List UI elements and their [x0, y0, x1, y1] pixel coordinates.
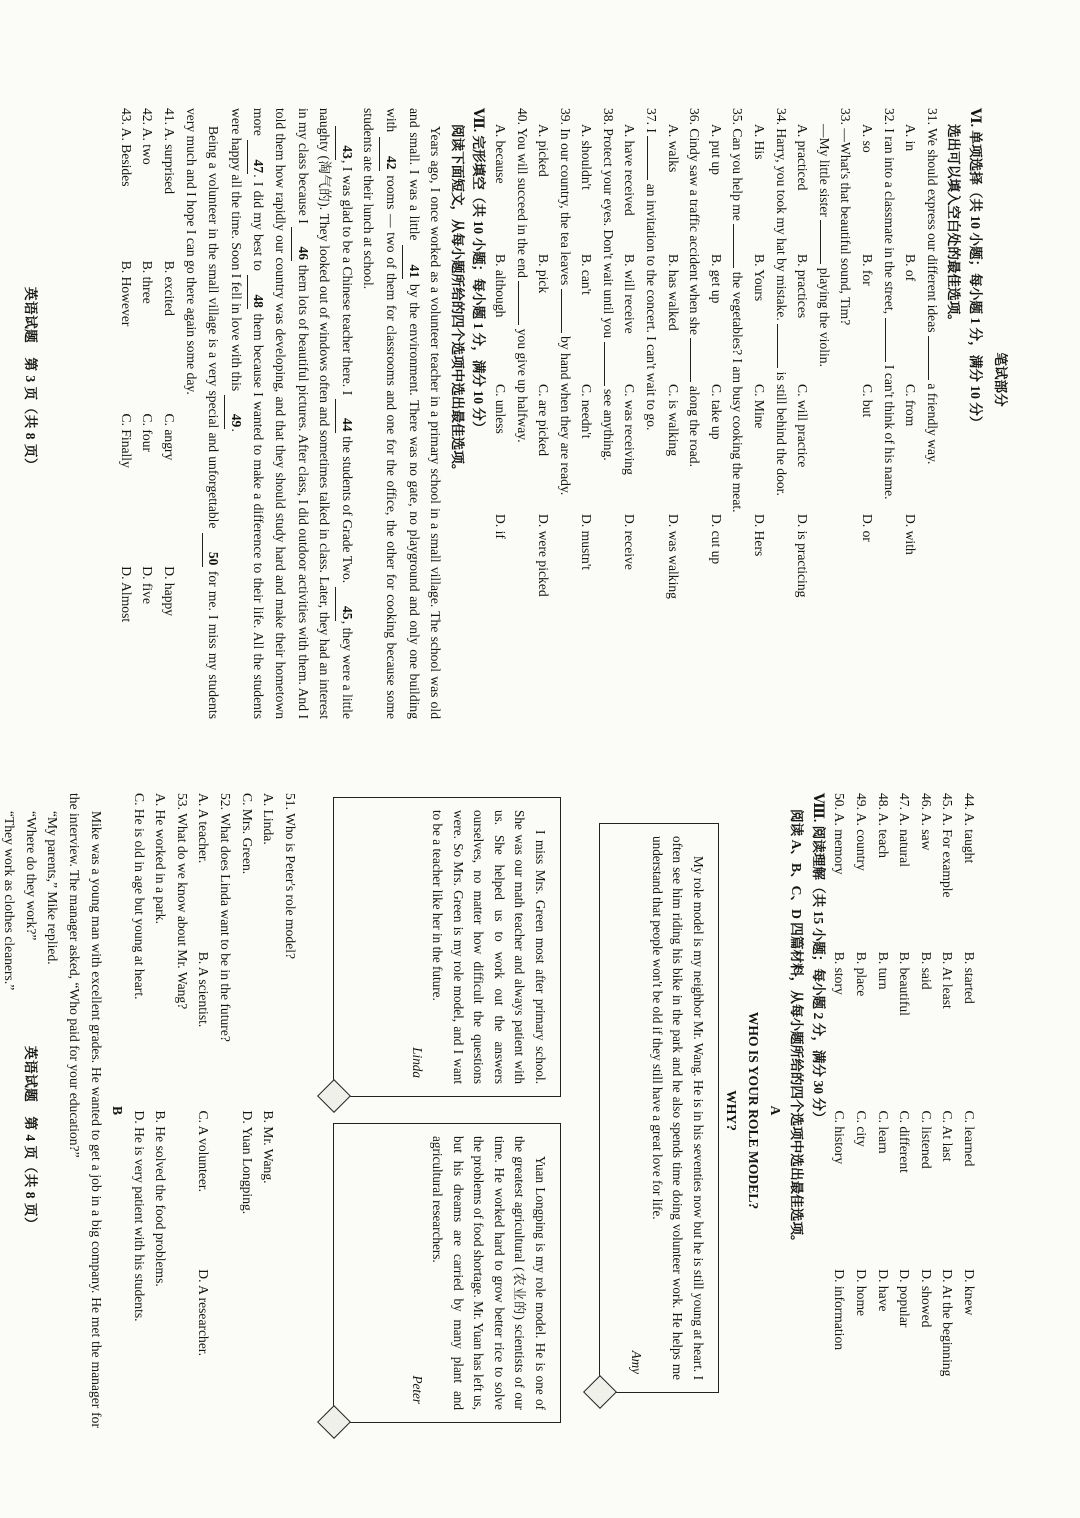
option: D. is practicing	[795, 514, 811, 598]
option: 43. A. Besides	[118, 108, 134, 187]
option: D. was walking	[665, 514, 681, 599]
question-text-after: an invitation to the concert. I can't wait to go.	[644, 183, 660, 431]
option: D. At the beginning	[940, 1269, 956, 1377]
option: C. listened	[918, 1110, 934, 1169]
question-stem: 51. Who is Peter's role model?	[282, 793, 298, 960]
option: B. turn	[875, 951, 891, 990]
numbered-blank: 45	[335, 587, 358, 621]
option: D. information	[832, 1269, 848, 1351]
question-stem	[684, 108, 706, 719]
option: B. He solved the food problems.	[153, 1110, 169, 1287]
numbered-blank: 47	[247, 140, 270, 174]
passage-paragraph	[224, 108, 358, 719]
question-stem	[727, 108, 749, 719]
option: C. angry	[162, 413, 178, 461]
numbered-blank: 43	[335, 126, 358, 160]
question-text-before: 39. In our country, the tea leaves	[557, 108, 573, 286]
note-linda-text: I miss Mrs. Green most after primary school. She was our math teacher and always patient with us. She helped us to work out the answers ourselves, no matter how difficult the questions were. So Mrs. Green is my role model, and I want to be a teacher like her in the future.	[430, 810, 548, 1084]
passage-paragraph	[358, 108, 446, 719]
option: D. receive	[622, 514, 638, 570]
option: D. happy	[162, 566, 178, 617]
option-row	[900, 108, 922, 719]
option: A. shouldn't	[579, 124, 595, 190]
note-amy-signature: Amy	[629, 1350, 645, 1374]
answer-blank	[561, 289, 562, 333]
single-choice-questions	[489, 108, 942, 719]
answer-blank	[820, 220, 821, 264]
question-text-before: 32. I ran into a classmate in the street,	[881, 108, 897, 315]
numbered-blank: 48	[247, 275, 270, 309]
question-text-after: I can't think of his name.	[881, 364, 897, 500]
option: D. if	[492, 514, 508, 539]
page-footer: 英语试题 第 4 页（共 8 页）	[23, 1045, 38, 1232]
option-row	[937, 793, 959, 1428]
section-7-instruction: 阅读下面短文，从每小题所给的四个选项中选出最佳选项。	[449, 124, 465, 478]
option: D. mustn't	[579, 514, 595, 571]
option: 46. A. saw	[918, 793, 934, 851]
option-row	[489, 108, 511, 719]
option: D. home	[854, 1269, 870, 1317]
passage-text: . I did my best to	[251, 174, 267, 276]
question-stem	[921, 108, 943, 719]
answer-blank	[733, 224, 734, 268]
option: C. He is old in age but young at heart.	[131, 793, 147, 1000]
question-text-before: 36. Cindy saw a traffic accident when she	[687, 108, 703, 335]
passage-text: them lots of beautiful pictures. After class, I did outdoor activities with them. And I told them how rapidly our country was developing, and that they should study hard and make their hometown more	[251, 108, 311, 720]
question-stem	[641, 108, 663, 719]
option: A. put up	[708, 124, 724, 175]
question-text-before: 31. We should express our different ideas	[924, 108, 940, 333]
section-7-heading: Ⅶ. 完形填空（共 10 小题；每小题 1 分，满分 10 分）	[471, 108, 487, 435]
option: C. but	[860, 384, 876, 418]
answer-blank	[777, 324, 778, 368]
passage-text: rooms — two of them for classrooms and one for the office, the other for cooking because some students ate their lunch at school.	[361, 108, 399, 719]
option-row	[576, 108, 598, 719]
option: 45. A. For example	[940, 793, 956, 898]
question-text-after: by hand when they are ready.	[557, 336, 573, 496]
option: A. picked	[536, 124, 552, 177]
passage-text: .	[228, 428, 244, 432]
section-8-instruction: 阅读 A、B、C、D 四篇材料，从每小题所给的四个选项中选出最佳选项。	[789, 809, 805, 1249]
option: D. He is very patient with his students.	[131, 1110, 147, 1322]
question-text-before: —My little sister	[816, 124, 832, 217]
option-row	[748, 108, 770, 719]
question-text-after: you give up halfway.	[514, 328, 530, 443]
question-text-before: 38. Protect your eyes. Don't wait until you	[600, 108, 616, 339]
question-text-before: 40. You will succeed in the end	[514, 108, 530, 278]
passage-text: by the environment. There was no gate, no playground and only one building with	[383, 108, 422, 719]
option: C. Mrs. Green.	[239, 793, 255, 875]
note-linda	[333, 797, 561, 1097]
role-model-notes	[301, 793, 721, 1428]
section-6-heading: Ⅵ. 单项选择（共 10 小题；每小题 1 分，满分 10 分）	[968, 108, 983, 430]
note-peter-signature: Peter	[409, 1375, 425, 1404]
cloze-options	[115, 108, 180, 719]
option: 48. A. teach	[875, 793, 891, 858]
section-6-instruction: 选出可以填入空白处的最佳选项。	[946, 124, 962, 328]
option-row	[619, 108, 641, 719]
option: D. cut up	[708, 514, 724, 565]
option: 44. A. taught	[962, 793, 977, 864]
passage-text: the students of Grade Two.	[339, 432, 355, 587]
passage-text: Being a volunteer in the small village is a very special and unforgettable	[206, 126, 222, 533]
option: D. were picked	[536, 514, 552, 597]
reading-b-passage	[0, 793, 107, 1428]
option-row	[872, 793, 894, 1428]
option-row	[792, 108, 814, 719]
question-stem	[835, 108, 857, 719]
answer-blank	[604, 342, 605, 386]
option: B. practices	[795, 254, 811, 319]
option: A. A teacher.	[196, 793, 212, 864]
note-peter	[333, 1123, 561, 1423]
passage-text: , they were a little naughty (淘气的). They looked out of windows often and sometimes talked in class. Later, they had an interest in my class because I	[295, 108, 355, 719]
passage-text: Years ago, I once worked as a volunteer teacher in a primary school in a small village. The school was old and small. I was a little	[406, 108, 444, 719]
question-text-after: see anything.	[600, 388, 616, 461]
option: A. in	[903, 124, 919, 152]
answer-blank	[690, 338, 691, 382]
option: B. of	[903, 254, 919, 282]
option-row	[533, 108, 555, 719]
question-text-before: 33. —What's that beautiful sound, Tim?	[838, 108, 854, 326]
note-amy	[599, 823, 719, 1393]
option: 49. A. country	[854, 793, 870, 871]
option: B. will receive	[622, 254, 638, 334]
option: C. from	[903, 384, 919, 427]
option: C. four	[140, 413, 156, 453]
answer-blank	[647, 136, 648, 180]
option: D. five	[140, 566, 156, 604]
option: B. A scientist.	[196, 951, 212, 1028]
option: B. get up	[708, 254, 724, 304]
option: C. learned	[962, 1110, 977, 1167]
option: C. are picked	[536, 384, 552, 457]
option: B. started	[962, 951, 977, 1004]
reading-a-title: WHO IS YOUR ROLE MODEL?	[746, 1011, 762, 1210]
option: B. story	[832, 951, 848, 995]
question-text-after: along the road.	[687, 385, 703, 467]
question-stem	[878, 108, 900, 719]
option: B. for	[860, 254, 876, 286]
option-row	[850, 793, 872, 1428]
reading-a-subtitle: WHY?	[724, 1090, 740, 1131]
option: B. However	[118, 260, 134, 327]
page-header: 笔试部分	[993, 352, 1008, 407]
page-footer: 英语试题 第 3 页（共 8 页）	[23, 286, 38, 473]
option: D. Yuan Longping.	[239, 1110, 255, 1215]
option-row	[236, 793, 279, 1428]
option: A. so	[860, 124, 876, 153]
option: A. walks	[665, 124, 681, 173]
option: A. He worked in a park.	[153, 793, 169, 924]
option: B. said	[918, 951, 934, 990]
question-text-before: 34. Harry, you took my hat by mistake.	[773, 108, 789, 321]
option: 41. A. surprised	[162, 108, 178, 195]
section-8-heading: Ⅷ. 阅读理解（共 15 小题；每小题 2 分，满分 30 分）	[810, 793, 826, 1125]
option: B. has walked	[665, 254, 681, 331]
option: 50. A. memory	[832, 793, 848, 875]
cloze-options-continued	[829, 793, 980, 1428]
option: D. Almost	[118, 566, 134, 623]
passage-paragraph: “Where do they work?”	[23, 811, 39, 941]
question-text-after: is still behind the door.	[773, 371, 789, 496]
option: A. His	[752, 124, 768, 160]
question-dialogue-line	[813, 108, 835, 719]
numbered-blank: 50	[202, 533, 225, 567]
question-stem: 53. What do we know about Mr. Wang?	[174, 793, 190, 1010]
option: D. with	[903, 514, 919, 555]
question-text-before: 37. I	[644, 108, 660, 133]
option: B. beautiful	[897, 951, 913, 1016]
option-row	[829, 793, 851, 1428]
option: B. Mr. Wang.	[261, 1110, 277, 1184]
passage-paragraph	[180, 108, 224, 719]
option: D. or	[860, 514, 876, 542]
option: C. was receiving	[622, 384, 638, 475]
passage-text: , I was glad to be a Chinese teacher there. I	[339, 160, 355, 399]
answer-blank	[518, 281, 519, 325]
option: B. At least	[940, 951, 956, 1009]
numbered-blank: 44	[335, 399, 358, 433]
option-row	[115, 108, 137, 719]
option: D. popular	[897, 1269, 913, 1328]
option: C. unless	[492, 384, 508, 434]
option: C. take up	[708, 384, 724, 440]
option: A. practiced	[795, 124, 811, 191]
question-text-after: a friendly way.	[924, 383, 940, 465]
option: D. showed	[918, 1269, 934, 1328]
exam-page-4	[0, 759, 1080, 1518]
option: C. different	[897, 1110, 913, 1173]
question-text-before: 35. Can you help me	[730, 108, 746, 221]
answer-blank	[885, 318, 886, 362]
numbered-blank: 46	[291, 227, 314, 261]
note-amy-text: My role model is my neighbor Mr. Wang. He is in his seventies now but he is still young at heart. I often see him riding his bike in the park and he also spends time doing volunteer work. He helps me understand that people won't be old if they still have a great love for life.	[649, 836, 706, 1380]
numbered-blank: 41	[402, 245, 425, 279]
option: B. three	[140, 260, 156, 304]
option: A. Linda.	[261, 793, 277, 845]
page-curl-icon	[583, 1375, 617, 1409]
question-stem	[597, 108, 619, 719]
question-stem: 52. What does Linda want to be in the future?	[218, 793, 234, 1042]
option: D. knew	[962, 1269, 977, 1316]
part-b-label: B	[110, 1105, 126, 1116]
passage-paragraph: “They work as clothes cleaners.”	[2, 811, 18, 991]
option-row	[158, 108, 180, 719]
passage-paragraph: Mike was a young man with excellent grades. He wanted to get a job in a big company. He met the manager for the interview. The manager asked, “Who paid for your education?”	[66, 793, 104, 1428]
passage-text: for me. I miss my students very much and I hope I can go there again some day.	[183, 108, 222, 719]
option-row	[662, 108, 684, 719]
option: B. excited	[162, 260, 178, 316]
option-row	[856, 108, 878, 719]
question-stem	[770, 108, 792, 719]
option-row	[894, 793, 916, 1428]
question-stem	[511, 108, 533, 719]
option: 47. A. natural	[897, 793, 913, 867]
option-row	[193, 793, 215, 1428]
answer-blank	[928, 336, 929, 380]
option: C. city	[854, 1110, 870, 1147]
option-row	[128, 793, 171, 1428]
option: D. have	[875, 1269, 891, 1312]
option: C. learn	[875, 1110, 891, 1154]
option: C. At last	[940, 1110, 956, 1162]
option: B. Yours	[752, 254, 768, 302]
passage-paragraph: “My parents,” Mike replied.	[45, 811, 61, 965]
option: C. A volunteer.	[196, 1110, 212, 1193]
page-curl-icon	[317, 1079, 351, 1113]
reading-a-questions	[128, 793, 301, 1428]
option: C. history	[832, 1110, 848, 1165]
option: B. pick	[536, 254, 552, 294]
option: D. Hers	[752, 514, 768, 557]
option: C. is walking	[665, 384, 681, 457]
cloze-passage	[180, 108, 446, 719]
question-text-after: playing the violin.	[816, 267, 832, 368]
option-row	[958, 793, 980, 1428]
page-curl-icon	[317, 1405, 351, 1439]
passage-text: them because I wanted to make a difference to their life. All the students were happy all the time. Soon I fell in love with this	[228, 108, 267, 719]
question-stem	[554, 108, 576, 719]
option: A. have received	[622, 124, 638, 216]
option: C. Mine	[752, 384, 768, 429]
option: 42. A. two	[140, 108, 156, 165]
option: C. Finally	[118, 413, 134, 468]
option-row	[915, 793, 937, 1428]
option: B. can't	[579, 254, 595, 295]
option: C. needn't	[579, 384, 595, 439]
option: B. place	[854, 951, 870, 997]
part-a-label: A	[767, 1105, 783, 1116]
numbered-blank: 49	[224, 395, 247, 429]
option: D. A researcher.	[196, 1269, 212, 1357]
note-linda-signature: Linda	[409, 1047, 425, 1078]
option: B. although	[492, 254, 508, 318]
option-row	[705, 108, 727, 719]
option: A. because	[492, 124, 508, 184]
option-row	[137, 108, 159, 719]
numbered-blank: 42	[379, 137, 402, 171]
question-text-after: the vegetables? I am busy cooking the meat.	[730, 271, 746, 513]
note-peter-text: Yuan Longping is my role model. He is one of the greatest agricultural (农业的) scientists of our time. He worked hard to grow better rice to solve the problems of food shortage. Mr. Yuan has left us, but his dreams are carried by many plant and agricultural researchers.	[430, 1136, 548, 1410]
option: C. will practice	[795, 384, 811, 468]
